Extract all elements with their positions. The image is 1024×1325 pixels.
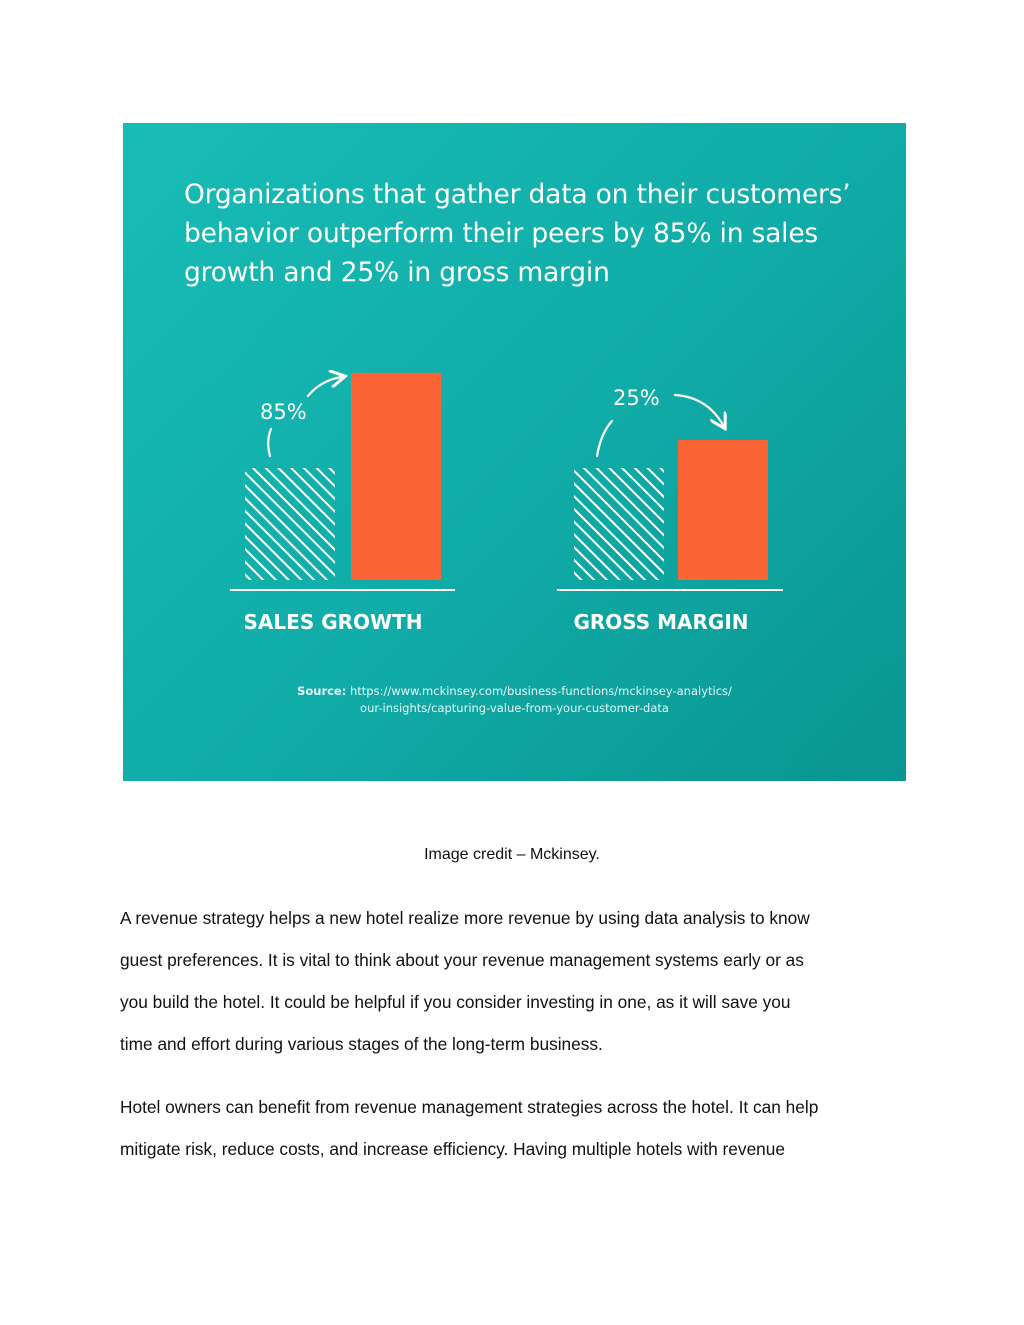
bar-data-driven — [678, 440, 768, 580]
category-label: SALES GROWTH — [243, 610, 423, 634]
bar-peers — [574, 468, 664, 580]
paragraph-line: you build the hotel. It could be helpful if you consider investing in one, as it will save you — [120, 992, 791, 1012]
paragraph-2 — [120, 1086, 920, 1170]
increase-arrow-icon — [675, 395, 723, 425]
infographic — [123, 123, 906, 781]
source-note — [123, 683, 906, 717]
paragraph-line: Hotel owners can benefit from revenue management strategies across the hotel. It can help — [120, 1097, 819, 1117]
paragraph-line: guest preferences. It is vital to think about your revenue management systems early or as — [120, 950, 804, 970]
arc-stroke — [597, 421, 612, 456]
source-url-line2: our-insights/capturing-value-from-your-customer-data — [360, 701, 669, 715]
arc-stroke — [268, 429, 271, 456]
paragraph-line: mitigate risk, reduce costs, and increase efficiency. Having multiple hotels with revenue — [120, 1139, 786, 1159]
source-label: Source: — [297, 684, 347, 698]
category-label: GROSS MARGIN — [573, 610, 749, 634]
bar-peers — [245, 468, 335, 580]
infographic-title: Organizations that gather data on their customers’ behavior outperform their peers by 85% in sales growth and 25% in gross margin — [184, 179, 851, 288]
percent-label: 25% — [613, 386, 660, 410]
increase-arrow-icon — [308, 377, 341, 396]
image-caption: Image credit – Mckinsey. — [424, 846, 600, 863]
paragraph-1 — [120, 897, 920, 1065]
source-url-line1: https://www.mckinsey.com/business-functions/mckinsey-analytics/ — [350, 684, 732, 698]
bar-data-driven — [351, 373, 441, 580]
percent-label: 85% — [260, 400, 307, 424]
paragraph-line: A revenue strategy helps a new hotel realize more revenue by using data analysis to know — [120, 908, 810, 928]
paragraph-line: time and effort during various stages of the long-term business. — [120, 1034, 603, 1054]
